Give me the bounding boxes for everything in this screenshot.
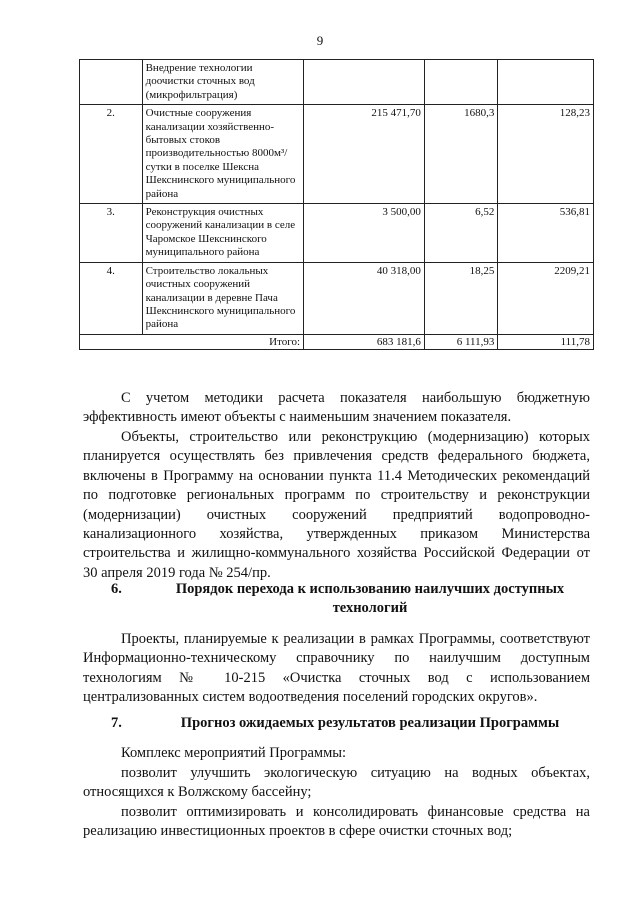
- section-7-number: 7.: [111, 715, 122, 731]
- section-6-number: 6.: [111, 581, 122, 597]
- table-row: [80, 105, 594, 204]
- table-total-row: [80, 334, 594, 349]
- indicator-cell: 536,81: [498, 204, 594, 263]
- indicator-cell: 2209,21: [498, 262, 594, 334]
- page-number: 9: [316, 33, 324, 48]
- cost-cell: 215 471,70: [304, 105, 425, 204]
- total-label: Итого:: [142, 334, 303, 349]
- investment-table: [79, 59, 594, 350]
- total-cost: 683 181,6: [304, 334, 425, 349]
- capacity-cell: [424, 60, 498, 105]
- paragraph-finance: позволит оптимизировать и консолидировать финансовые средства на реализацию инвестиционных проектов в сфере очистки сточных вод;: [83, 804, 590, 840]
- capacity-cell: 6,52: [424, 204, 498, 263]
- table-row: [80, 60, 594, 105]
- paragraph-measures-intro: Комплекс мероприятий Программы:: [121, 745, 347, 761]
- section-6-title: Порядок перехода к использованию наилучших доступных технологий: [175, 581, 565, 617]
- object-name-cell: Реконструкция очистных сооружений канализации в селе Чаромское Шекснинского муниципального района: [142, 204, 303, 263]
- object-name-cell: Строительство локальных очистных сооружений канализации в деревне Пача Шекснинского муниципального района: [142, 262, 303, 334]
- capacity-cell: 1680,3: [424, 105, 498, 204]
- table-row: [80, 204, 594, 263]
- cost-cell: [304, 60, 425, 105]
- capacity-cell: 18,25: [424, 262, 498, 334]
- section-6-heading: [83, 580, 590, 620]
- table-row: [80, 262, 594, 334]
- row-number: 3.: [80, 204, 143, 263]
- cost-cell: 40 318,00: [304, 262, 425, 334]
- paragraph-federal-budget: Объекты, строительство или реконструкцию (модернизацию) которых планируется осуществлять без привлечения средств федерального бюджета, включены в Программу на основании пункта 11.4 Методических рекомендаций по подготовке региональных программ по строительству и реконструкции (модернизации) очистных сооружений предприятий водопроводно-канализационного хозяйства, утвержденных приказом Министерства строительства и жилищно-коммунального хозяйства Российской Федерации от 30 апреля 2019 года № 254/пр.: [83, 429, 590, 581]
- total-empty-cell: [80, 334, 143, 349]
- paragraph-best-technologies: Проекты, планируемые к реализации в рамках Программы, соответствуют Информационно-техническому справочнику по наилучшим доступным технологиям № 10-215 «Очистка сточных вод с использованием централизованных систем водоотведения поселений городских округов».: [83, 631, 590, 706]
- paragraph-ecology: позволит улучшить экологическую ситуацию на водных объектах, относящихся к Волжскому бассейну;: [83, 765, 590, 801]
- row-number: [80, 60, 143, 105]
- section-7-title: Прогноз ожидаемых результатов реализации Программы: [180, 715, 560, 731]
- object-name-cell: Очистные сооружения канализации хозяйственно-бытовых стоков производительностью 8000м³/сутки в поселке Шексна Шекснинского муниципального района: [142, 105, 303, 204]
- object-name-cell: Внедрение технологии доочистки сточных вод (микрофильтрация): [142, 60, 303, 105]
- indicator-cell: 128,23: [498, 105, 594, 204]
- paragraph-methodology: С учетом методики расчета показателя наибольшую бюджетную эффективность имеют объекты с наименьшим значением показателя.: [83, 390, 590, 426]
- total-capacity: 6 111,93: [424, 334, 498, 349]
- cost-cell: 3 500,00: [304, 204, 425, 263]
- row-number: 4.: [80, 262, 143, 334]
- total-indicator: 111,78: [498, 334, 594, 349]
- row-number: 2.: [80, 105, 143, 204]
- indicator-cell: [498, 60, 594, 105]
